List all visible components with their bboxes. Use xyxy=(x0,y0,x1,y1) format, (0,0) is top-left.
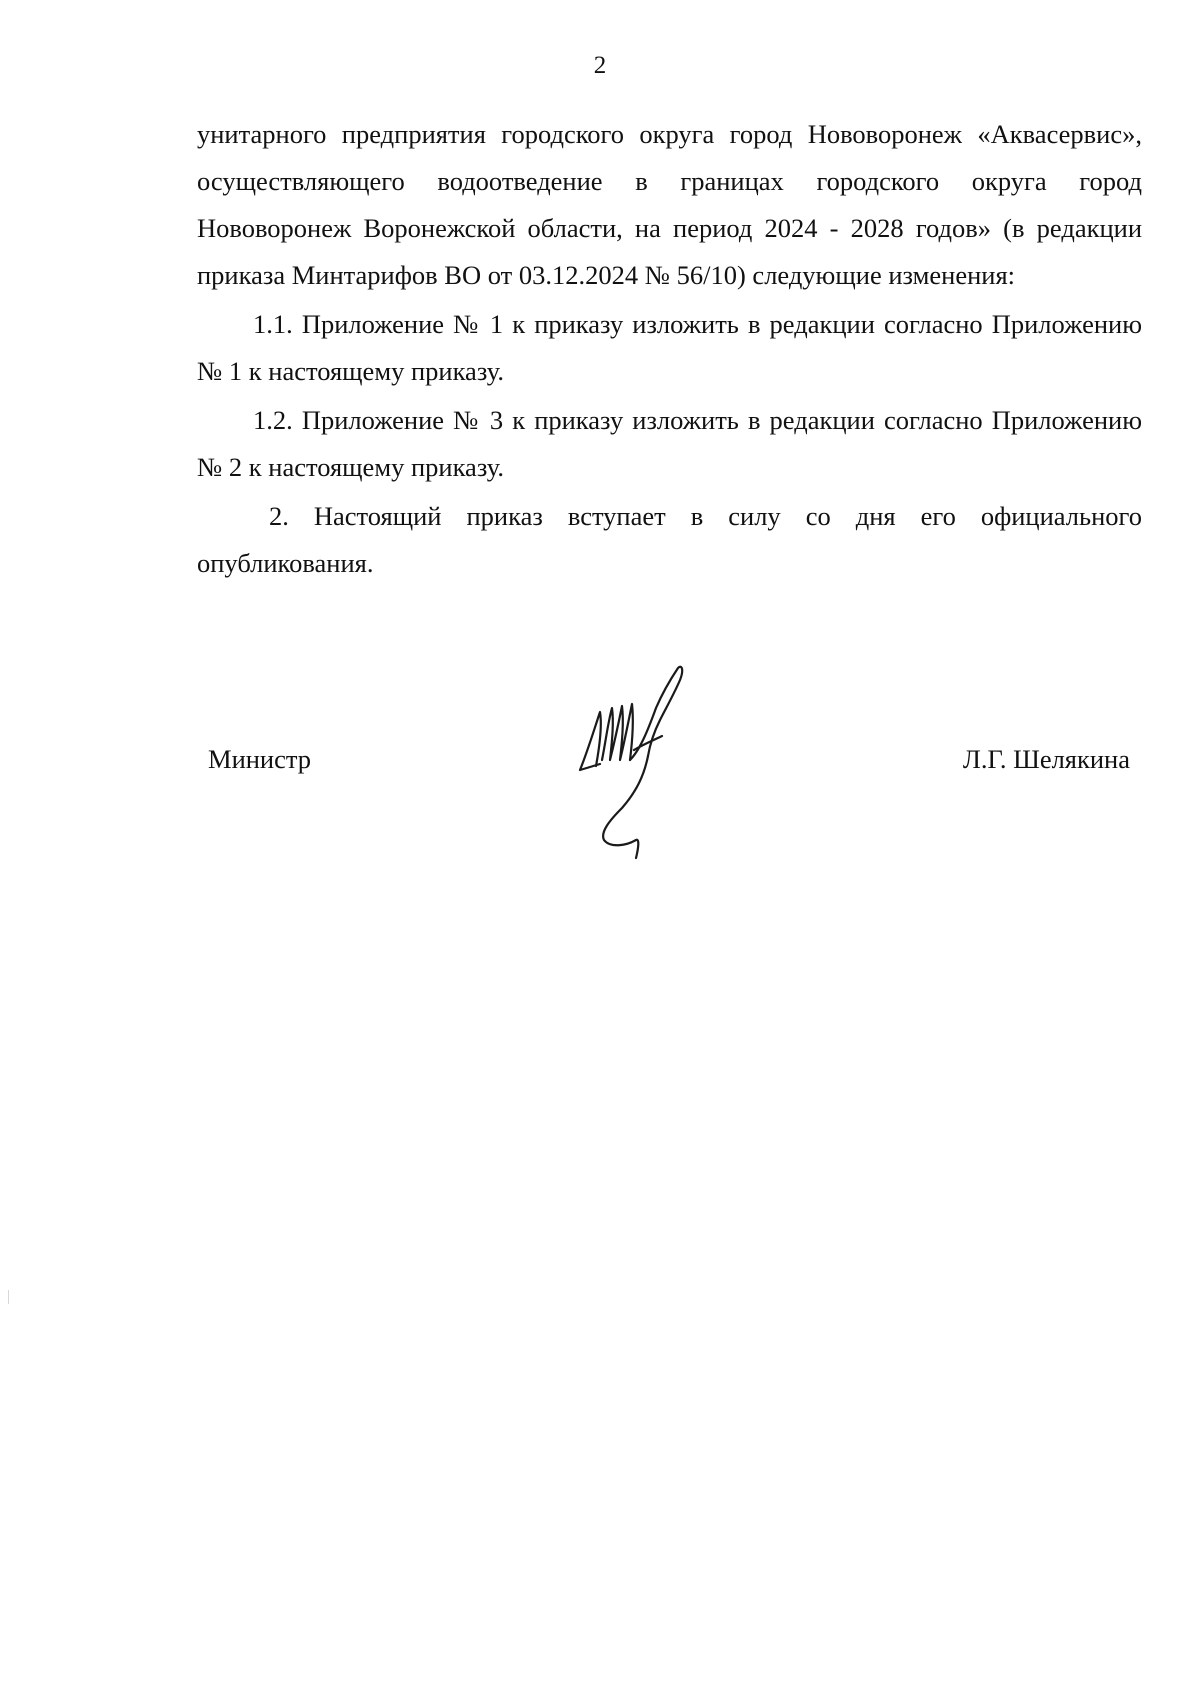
scan-artifact xyxy=(8,1290,9,1304)
position-title: Министр xyxy=(208,744,312,774)
paragraph-continuation: унитарного предприятия городского округа город Нововоронеж «Аквасервис», осуществляющего водоотведение в границах городского округа город Нововоронеж Воронежской области, на период 2024 - 2028 годов» (в редакции приказа Минтарифов ВО от 03.12.2024 № 56/10) следующие изменения: xyxy=(197,119,1142,290)
paragraph-item-1-1: 1.1. Приложение № 1 к приказу изложить в редакции согласно Приложению № 1 к настоящему приказу. xyxy=(197,309,1142,386)
document-body xyxy=(197,111,1142,589)
page-number: 2 xyxy=(593,52,607,79)
handwritten-signature-icon xyxy=(570,660,730,870)
signer-name: Л.Г. Шелякина xyxy=(962,744,1130,774)
paragraph-item-2: 2. Настоящий приказ вступает в силу со дня его официального опубликования. xyxy=(197,501,1142,578)
paragraph-item-1-2: 1.2. Приложение № 3 к приказу изложить в редакции согласно Приложению № 2 к настоящему приказу. xyxy=(197,405,1142,482)
